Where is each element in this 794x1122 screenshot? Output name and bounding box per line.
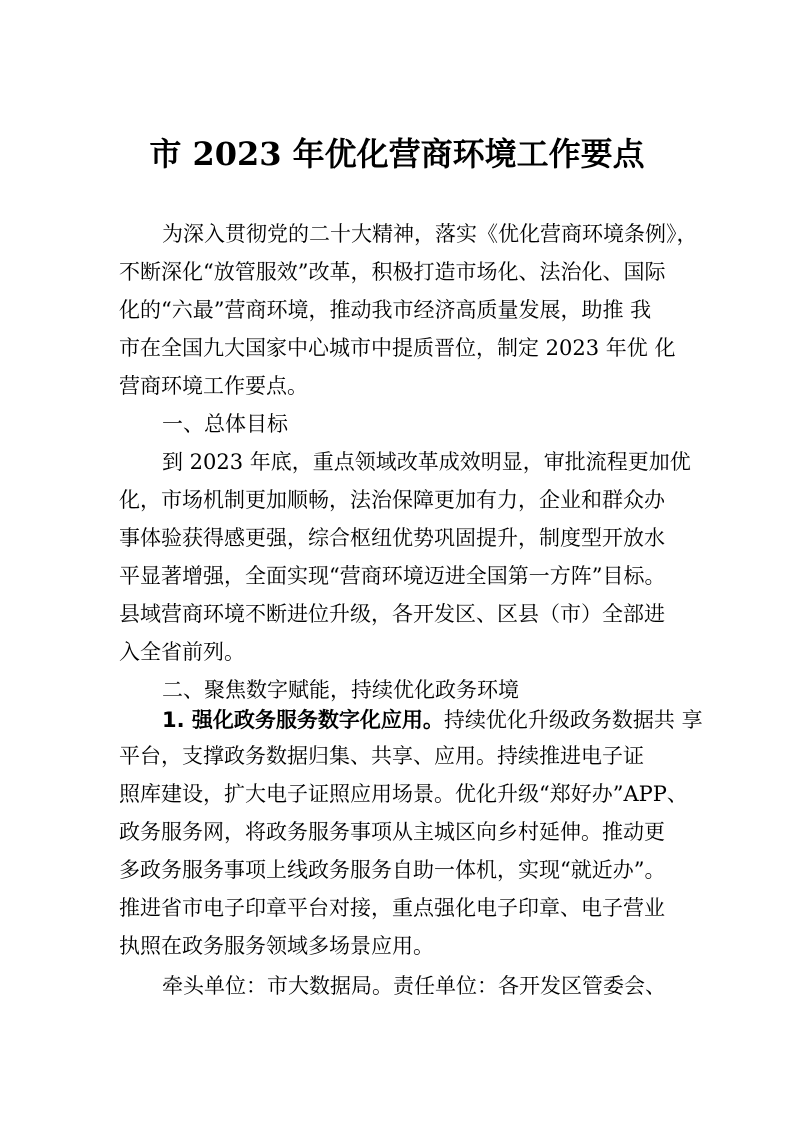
item-line [162,704,703,736]
paragraph-line: 平台，支撑政务数据归集、共享、应用。持续推进电子证 [119,744,644,768]
section-heading: 二、聚焦数字赋能，持续优化政务环境 [162,678,519,702]
paragraph-line: 执照在政务服务领域多场景应用。 [119,934,434,958]
paragraph-line: 牵头单位：市大数据局。责任单位：各开发区管委会、 [162,974,666,998]
paragraph-line: 到 2023 年底，重点领域改革成效明显，审批流程更加优 [162,450,691,474]
paragraph-line: 推进省市电子印章平台对接，重点强化电子印章、电子营业 [119,896,665,920]
document-title: 市 2023 年优化营商环境工作要点 [149,135,645,173]
paragraph-line: 政务服务网，将政务服务事项从主城区向乡村延伸。推动更 [119,820,665,844]
paragraph-line: 平显著增强，全面实现“营商环境迈进全国第一方阵”目标。 [119,564,666,588]
paragraph-line: 县域营商环境不断进位升级，各开发区、区县（市）全部进 [119,602,665,626]
paragraph-line: 为深入贯彻党的二十大精神，落实《优化营商环境条例》， [162,222,698,246]
paragraph-line: 市在全国九大国家中心城市中提质晋位，制定 2023 年优 化 [119,336,676,360]
paragraph-line: 照库建设，扩大电子证照应用场景。优化升级“郑好办”APP、 [119,782,688,806]
paragraph-line: 多政务服务事项上线政务服务自助一体机，实现“就近办”。 [119,858,666,882]
paragraph-line: 事体验获得感更强，综合枢纽优势巩固提升，制度型开放水 [119,526,665,550]
paragraph-line: 营商环境工作要点。 [119,374,308,398]
paragraph-line: 不断深化“放管服效”改革，积极打造市场化、法治化、国际 [119,260,666,284]
paragraph-line: 化，市场机制更加顺畅，法治保障更加有力，企业和群众办 [119,488,665,512]
paragraph-line: 化的“六最”营商环境，推动我市经济高质量发展，助推 我 [119,298,652,322]
paragraph-line: 入全省前列。 [119,640,245,664]
item-heading: 1. 强化政务服务数字化应用。 [162,708,444,732]
section-heading: 一、总体目标 [162,412,288,436]
item-text: 持续优化升级政务数据共 享 [443,708,703,732]
